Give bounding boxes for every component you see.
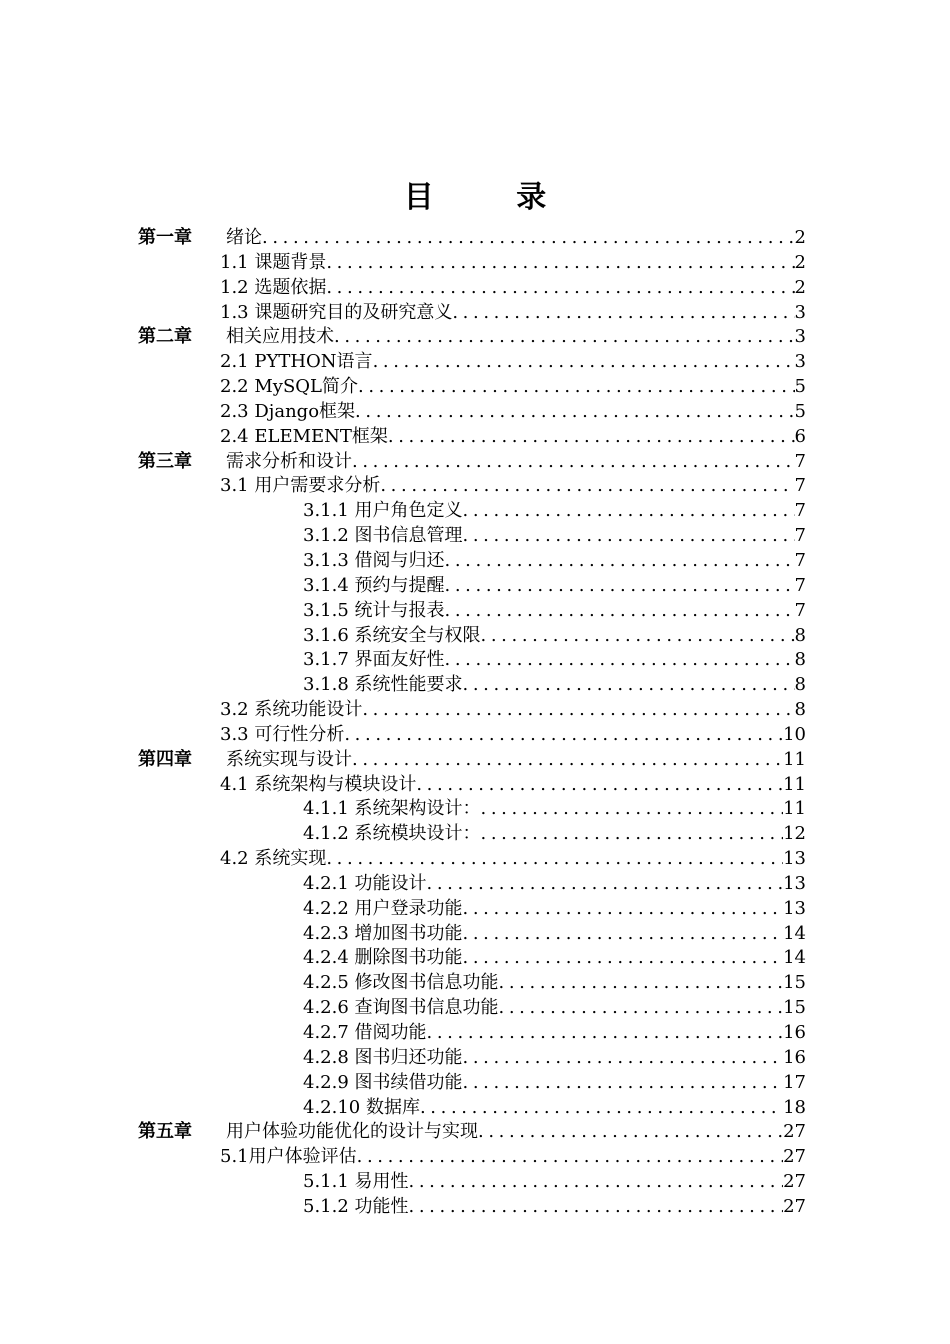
toc-entry[interactable] bbox=[138, 748, 806, 773]
toc-page-number: 2 bbox=[794, 276, 806, 298]
toc-entry[interactable] bbox=[138, 897, 806, 922]
dot-leader bbox=[463, 524, 795, 549]
toc-page-number: 11 bbox=[783, 773, 806, 795]
dot-leader bbox=[357, 1145, 783, 1170]
toc-page-number: 27 bbox=[783, 1146, 806, 1168]
dot-leader bbox=[463, 499, 795, 524]
dot-leader bbox=[481, 797, 784, 822]
dot-leader bbox=[463, 946, 784, 971]
toc-entry[interactable] bbox=[138, 251, 806, 276]
dot-leader bbox=[352, 748, 783, 773]
toc-entry[interactable] bbox=[138, 499, 806, 524]
toc-entry[interactable] bbox=[138, 773, 806, 798]
dot-leader bbox=[326, 251, 794, 276]
toc-entry-title: 4.2.10 数据库 bbox=[303, 1096, 420, 1118]
toc-page-number: 3 bbox=[794, 326, 806, 348]
toc-entry[interactable] bbox=[138, 524, 806, 549]
toc-entry-title: 4.2.1 功能设计 bbox=[303, 872, 427, 894]
toc-page-number: 7 bbox=[794, 549, 806, 571]
toc-entry-title: 3.1.2 图书信息管理 bbox=[303, 525, 463, 547]
toc-entry[interactable] bbox=[138, 474, 806, 499]
toc-entry-title: 相关应用技术 bbox=[226, 326, 334, 348]
toc-entry-title: 1.1 课题背景 bbox=[220, 251, 327, 273]
toc-entry-title: 绪论 bbox=[226, 227, 262, 248]
toc-entry[interactable] bbox=[138, 673, 806, 698]
dot-leader bbox=[362, 698, 794, 723]
toc-entry-title: 1.3 课题研究目的及研究意义 bbox=[220, 301, 453, 323]
toc-entry-title: 2.3 Django框架 bbox=[220, 400, 356, 422]
dot-leader bbox=[352, 450, 795, 475]
toc-entry[interactable] bbox=[138, 1120, 806, 1145]
toc-page-number: 27 bbox=[783, 1121, 806, 1143]
toc-entry[interactable] bbox=[138, 549, 806, 574]
dot-leader bbox=[326, 847, 783, 872]
toc-entry[interactable] bbox=[138, 574, 806, 599]
dot-leader bbox=[409, 1195, 784, 1220]
dot-leader bbox=[445, 574, 795, 599]
toc-page-number: 16 bbox=[783, 1046, 806, 1068]
toc-entry[interactable] bbox=[138, 648, 806, 673]
dot-leader bbox=[463, 673, 795, 698]
toc-page-number: 3 bbox=[794, 301, 806, 323]
toc-entry-title: 需求分析和设计 bbox=[226, 450, 352, 472]
toc-entry-title: 3.1 用户需要求分析 bbox=[220, 475, 381, 497]
dot-leader bbox=[262, 226, 795, 251]
toc-page-number: 18 bbox=[783, 1096, 806, 1118]
toc-entry-title: 3.1.7 界面友好性 bbox=[303, 649, 445, 671]
dot-leader bbox=[380, 474, 794, 499]
toc-entry[interactable] bbox=[138, 1071, 806, 1096]
dot-leader bbox=[388, 425, 795, 450]
dot-leader bbox=[373, 350, 795, 375]
toc-entry[interactable] bbox=[138, 624, 806, 649]
toc-page-number: 7 bbox=[794, 599, 806, 621]
toc-entry-title: 3.1.3 借阅与归还 bbox=[303, 549, 445, 571]
toc-entry-title: 4.2.9 图书续借功能 bbox=[303, 1071, 463, 1093]
toc-page-number: 13 bbox=[783, 897, 806, 919]
toc-entry[interactable] bbox=[138, 375, 806, 400]
toc-entry-title: 3.1.5 统计与报表 bbox=[303, 599, 445, 621]
toc-page-number: 15 bbox=[783, 972, 806, 994]
toc-page-number: 7 bbox=[794, 475, 806, 497]
toc-entry[interactable] bbox=[138, 1096, 806, 1121]
dot-leader bbox=[463, 1071, 784, 1096]
toc-entry-title: 2.2 MySQL简介 bbox=[220, 376, 358, 398]
dot-leader bbox=[427, 872, 784, 897]
toc-entry[interactable] bbox=[138, 723, 806, 748]
chapter-label: 第三章 bbox=[138, 450, 192, 472]
toc-entry-title: 3.1.6 系统安全与权限 bbox=[303, 624, 481, 646]
toc-entry[interactable] bbox=[138, 325, 806, 350]
toc-page-number: 13 bbox=[783, 848, 806, 870]
dot-leader bbox=[445, 599, 795, 624]
toc-page-number: 2 bbox=[794, 227, 806, 248]
toc-entry-title: 2.1 PYTHON语言 bbox=[220, 351, 373, 373]
toc-entry-title: 3.1.8 系统性能要求 bbox=[303, 674, 463, 696]
dot-leader bbox=[427, 1021, 784, 1046]
dot-leader bbox=[355, 400, 795, 425]
chapter-label: 第四章 bbox=[138, 748, 192, 770]
dot-leader bbox=[334, 325, 795, 350]
toc-entry[interactable] bbox=[138, 996, 806, 1021]
toc-page-number: 17 bbox=[783, 1071, 806, 1093]
toc-entry[interactable] bbox=[138, 1021, 806, 1046]
dot-leader bbox=[452, 301, 794, 326]
toc-page-number: 8 bbox=[794, 674, 806, 696]
toc-entry-title: 3.2 系统功能设计 bbox=[220, 699, 363, 721]
toc-entry-title: 4.2.4 删除图书功能 bbox=[303, 947, 463, 969]
toc-entry-title: 4.2.2 用户登录功能 bbox=[303, 897, 463, 919]
toc-page-number: 8 bbox=[794, 649, 806, 671]
dot-leader bbox=[445, 549, 795, 574]
dot-leader bbox=[481, 624, 795, 649]
toc-page-number: 11 bbox=[783, 798, 806, 820]
toc-entry-title: 用户体验功能优化的设计与实现 bbox=[226, 1121, 478, 1143]
dot-leader bbox=[409, 1170, 784, 1195]
dot-leader bbox=[481, 822, 784, 847]
toc-page-number: 7 bbox=[794, 525, 806, 547]
dot-leader bbox=[445, 648, 795, 673]
toc-entry-title: 5.1.1 易用性 bbox=[303, 1171, 409, 1193]
toc-entry-title: 3.1.1 用户角色定义 bbox=[303, 500, 463, 522]
toc-entry-title: 5.1.2 功能性 bbox=[303, 1195, 409, 1217]
toc-entry-title: 2.4 ELEMENT框架 bbox=[220, 425, 388, 447]
toc-page-number: 7 bbox=[794, 450, 806, 472]
dot-leader bbox=[358, 375, 795, 400]
dot-leader bbox=[478, 1120, 783, 1145]
dot-leader bbox=[420, 1096, 783, 1121]
toc-entry[interactable] bbox=[138, 698, 806, 723]
dot-leader bbox=[499, 971, 784, 996]
toc-entry-title: 4.2.3 增加图书功能 bbox=[303, 922, 463, 944]
toc-entry[interactable] bbox=[138, 301, 806, 326]
toc-entry[interactable] bbox=[138, 400, 806, 425]
toc-page-number: 2 bbox=[794, 251, 806, 273]
toc-entry-title: 4.1.2 系统模块设计： bbox=[303, 823, 481, 845]
toc-entry[interactable] bbox=[138, 1195, 806, 1220]
toc-page-number: 13 bbox=[783, 872, 806, 894]
chapter-label: 第二章 bbox=[138, 326, 192, 348]
toc-entry[interactable] bbox=[138, 847, 806, 872]
toc-entry[interactable] bbox=[138, 350, 806, 375]
toc-entry-title: 系统实现与设计 bbox=[226, 748, 352, 770]
toc-page-number: 15 bbox=[783, 997, 806, 1019]
toc-page-number: 6 bbox=[794, 425, 806, 447]
toc-page-number: 16 bbox=[783, 1022, 806, 1043]
toc-page-number: 5 bbox=[794, 400, 806, 422]
chapter-label: 第五章 bbox=[138, 1121, 192, 1143]
chapter-label: 第一章 bbox=[138, 227, 192, 248]
toc-entry[interactable] bbox=[138, 1046, 806, 1071]
toc-entry-title: 5.1用户体验评估 bbox=[220, 1146, 357, 1168]
toc-entry[interactable] bbox=[138, 946, 806, 971]
dot-leader bbox=[463, 922, 784, 947]
toc-entry[interactable] bbox=[138, 450, 806, 475]
toc-entry-title: 1.2 选题依据 bbox=[220, 276, 327, 298]
toc-entry-title: 4.2.5 修改图书信息功能 bbox=[303, 972, 499, 994]
toc-page-number: 12 bbox=[783, 823, 806, 845]
toc-entry-title: 4.2.8 图书归还功能 bbox=[303, 1046, 463, 1068]
dot-leader bbox=[463, 1046, 784, 1071]
toc-entry-title: 4.2.6 查询图书信息功能 bbox=[303, 997, 499, 1019]
dot-leader bbox=[416, 773, 783, 798]
toc-entry[interactable] bbox=[138, 872, 806, 897]
toc-page-number: 3 bbox=[794, 351, 806, 373]
toc-entry[interactable] bbox=[138, 226, 806, 251]
toc-page-number: 8 bbox=[794, 699, 806, 721]
toc-entry-title: 4.2 系统实现 bbox=[220, 848, 327, 870]
toc-page-number: 14 bbox=[783, 947, 806, 969]
toc-page-number: 14 bbox=[783, 922, 806, 944]
toc-page-number: 11 bbox=[783, 748, 806, 770]
toc-entry-title: 4.1.1 系统架构设计： bbox=[303, 798, 481, 820]
toc-entry-title: 3.1.4 预约与提醒 bbox=[303, 574, 445, 596]
toc-page-number: 7 bbox=[794, 574, 806, 596]
toc-page-number: 7 bbox=[794, 500, 806, 522]
toc-heading: 目 录 bbox=[403, 180, 583, 215]
table-of-contents bbox=[138, 226, 806, 1220]
toc-page-number: 27 bbox=[783, 1195, 806, 1217]
toc-entry[interactable] bbox=[138, 425, 806, 450]
toc-entry-title: 4.1 系统架构与模块设计 bbox=[220, 773, 417, 795]
toc-entry[interactable] bbox=[138, 1145, 806, 1170]
dot-leader bbox=[463, 897, 784, 922]
toc-page-number: 5 bbox=[794, 376, 806, 398]
toc-entry[interactable] bbox=[138, 822, 806, 847]
toc-entry[interactable] bbox=[138, 922, 806, 947]
toc-entry[interactable] bbox=[138, 599, 806, 624]
toc-page-number: 27 bbox=[783, 1171, 806, 1193]
toc-entry[interactable] bbox=[138, 797, 806, 822]
toc-entry[interactable] bbox=[138, 1170, 806, 1195]
toc-entry-title: 3.3 可行性分析 bbox=[220, 723, 345, 745]
toc-page-number: 8 bbox=[794, 624, 806, 646]
dot-leader bbox=[326, 276, 794, 301]
dot-leader bbox=[344, 723, 783, 748]
toc-entry[interactable] bbox=[138, 971, 806, 996]
toc-entry[interactable] bbox=[138, 276, 806, 301]
toc-entry-title: 4.2.7 借阅功能 bbox=[303, 1022, 427, 1043]
toc-page-number: 10 bbox=[783, 723, 806, 745]
dot-leader bbox=[499, 996, 784, 1021]
